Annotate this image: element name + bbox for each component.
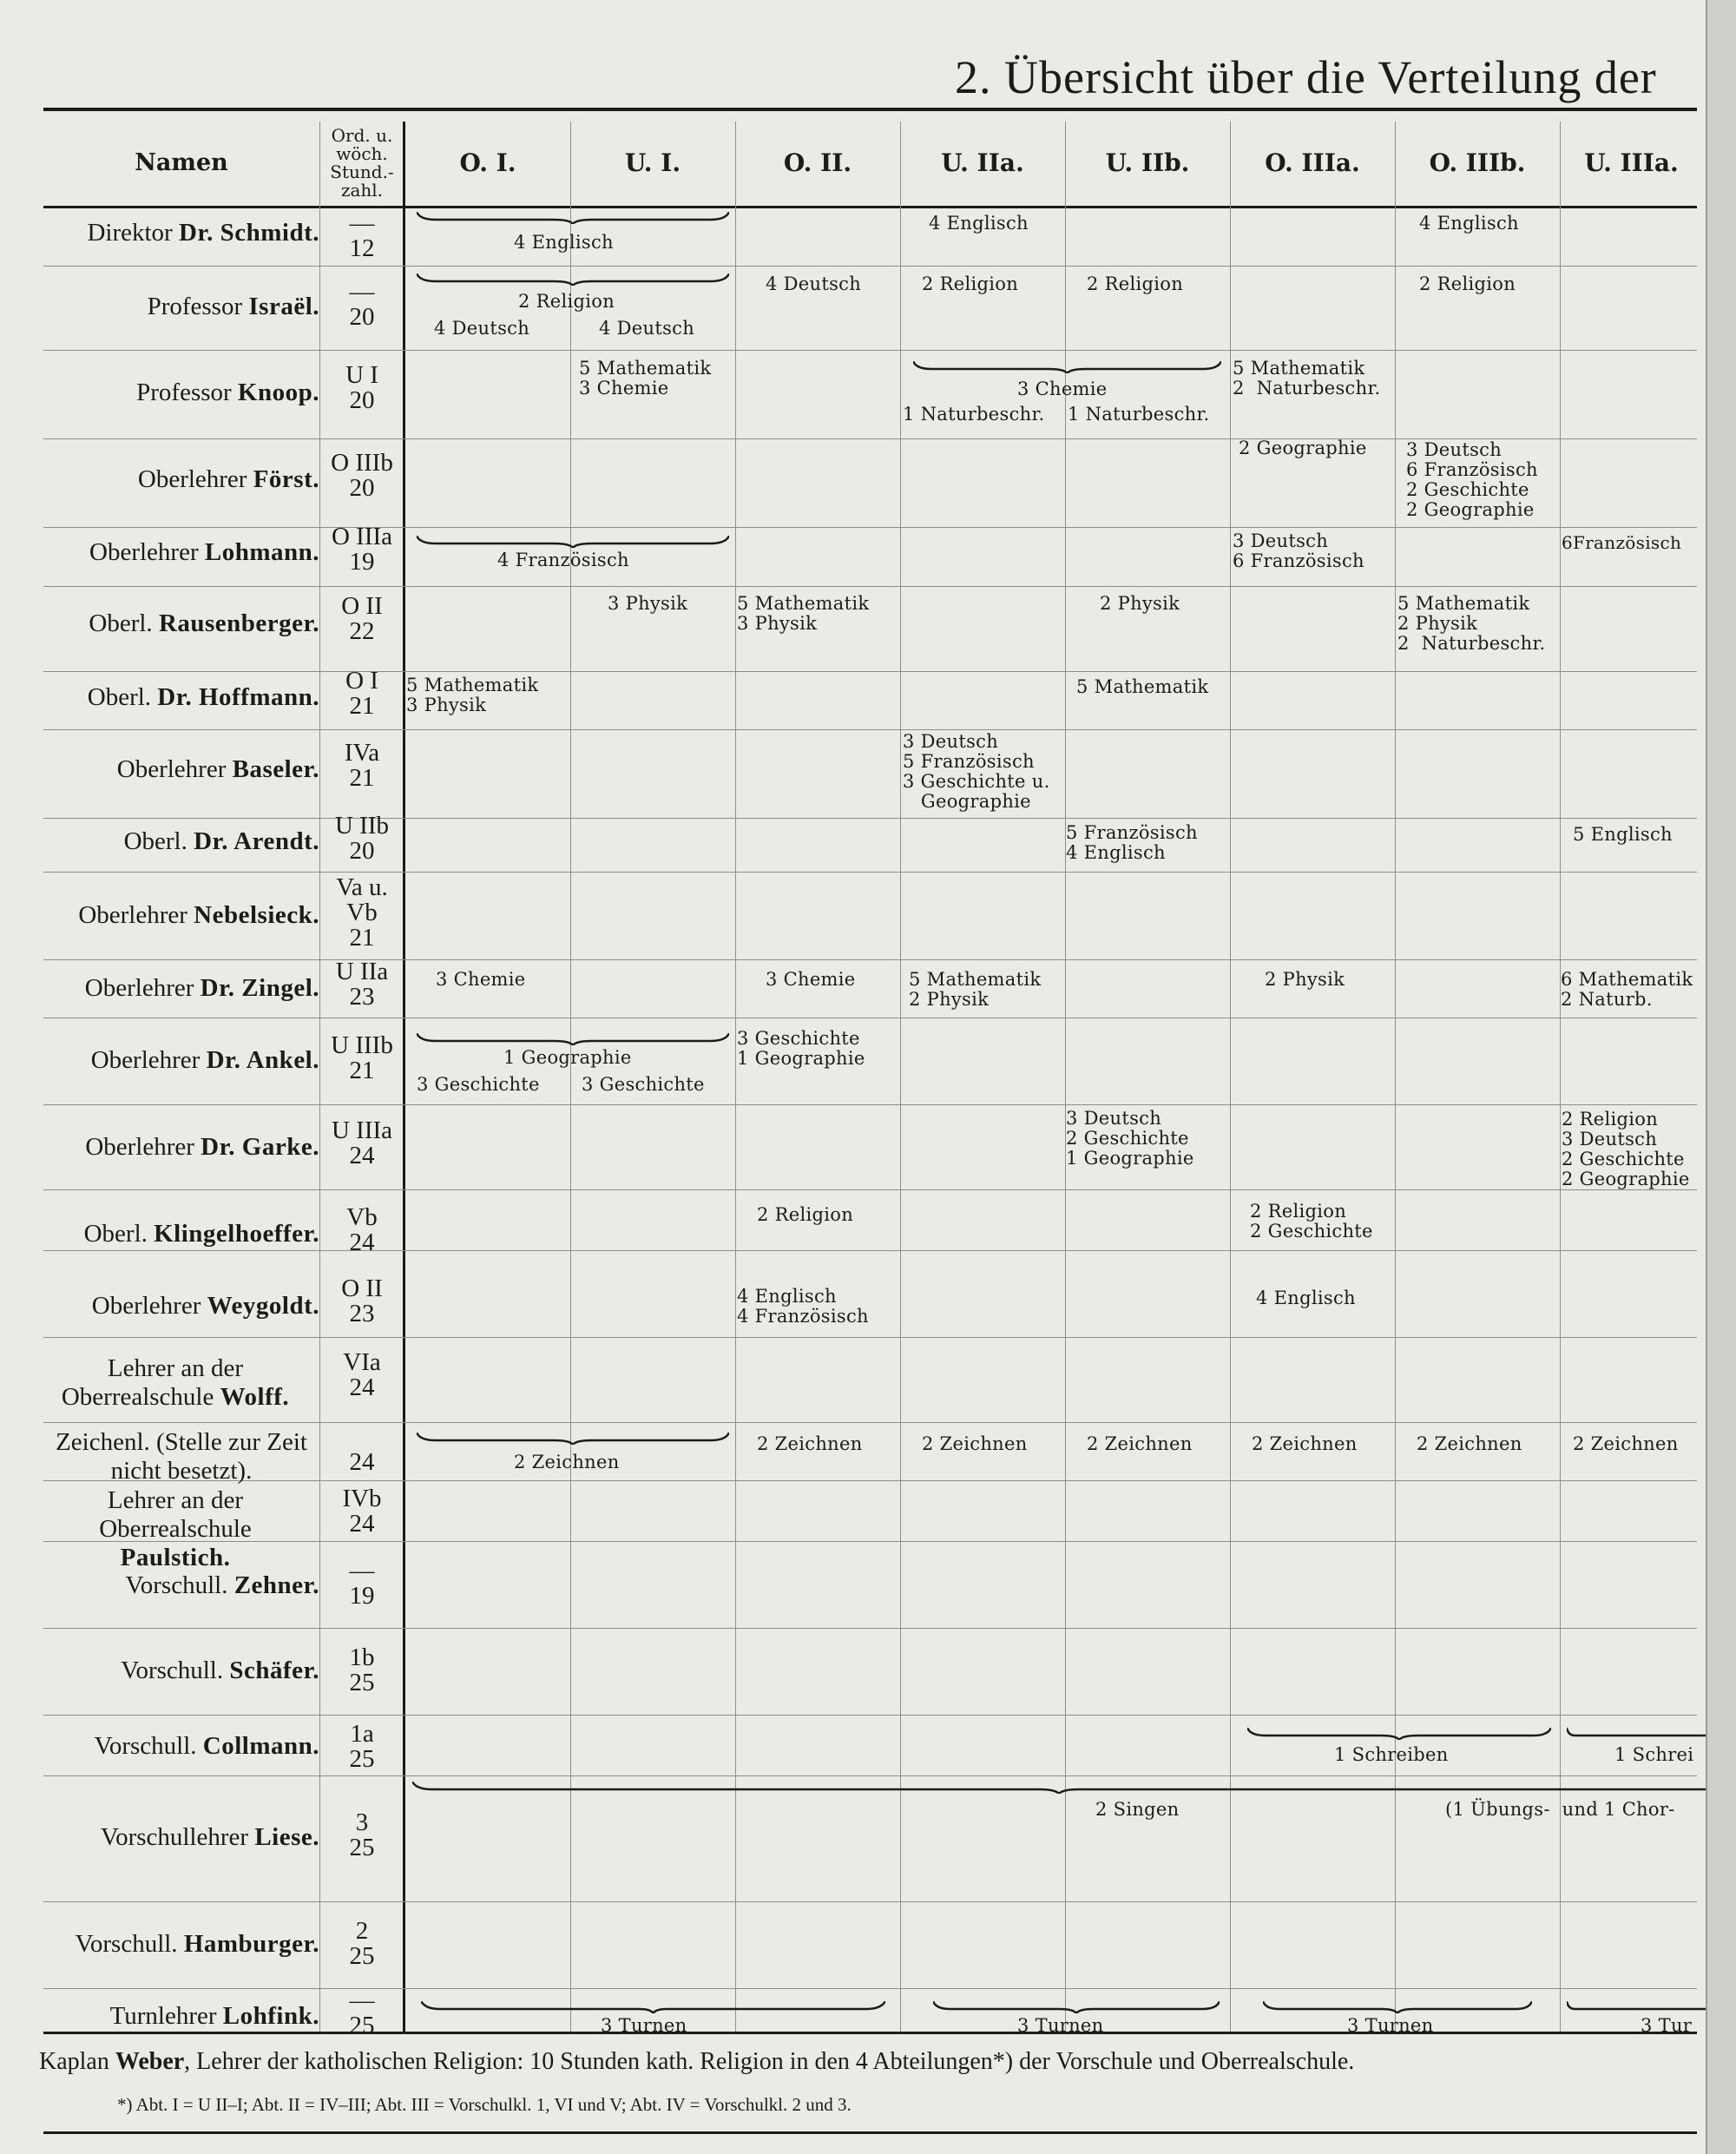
schedule-entry: 3 Deutsch 6 Französisch bbox=[1233, 530, 1364, 571]
teacher-name: Lehrer an der Oberrealschule Paulstich. bbox=[99, 1486, 252, 1571]
teacher-name: Direktor Dr. Schmidt. bbox=[87, 219, 319, 247]
header-hours-line: zahl. bbox=[340, 179, 384, 201]
row-line bbox=[43, 350, 1697, 351]
brace bbox=[1263, 2001, 1532, 2013]
page-bottom-rule bbox=[43, 2131, 1697, 2134]
schedule-entry: 4 Deutsch bbox=[434, 318, 530, 339]
schedule-entry: 2 Singen bbox=[1095, 1799, 1180, 1820]
schedule-entry: 3 Chemie bbox=[436, 969, 526, 990]
schedule-entry: 3 Turnen bbox=[1347, 2015, 1434, 2036]
schedule-entry: 4 Französisch bbox=[497, 550, 629, 570]
schedule-entry: 3 Deutsch 5 Französisch 3 Geschichte u. Geographie bbox=[903, 731, 1050, 812]
teacher-name: Professor Israël. bbox=[147, 293, 319, 320]
schedule-entry: 4 Deutsch bbox=[766, 273, 862, 294]
schedule-entry: 5 Mathematik bbox=[1076, 676, 1209, 697]
teacher-name: Oberl. Dr. Arendt. bbox=[123, 827, 319, 855]
schedule-entry: 3 Physik bbox=[608, 593, 688, 614]
header-class: O. IIIa. bbox=[1265, 148, 1360, 177]
teacher-hours: IVa 21 bbox=[344, 739, 380, 792]
header-class: O. I. bbox=[459, 148, 516, 177]
schedule-entry: 1 Schrei bbox=[1614, 1744, 1694, 1765]
page-edge bbox=[1706, 0, 1736, 2154]
schedule-entry: 1 Schreiben bbox=[1334, 1744, 1449, 1765]
teacher-hours: — 25 bbox=[349, 1986, 375, 2039]
brace bbox=[417, 1433, 729, 1445]
column-line bbox=[1230, 122, 1231, 2032]
header-class: O. IIIb. bbox=[1429, 148, 1526, 177]
schedule-entry: 4 Englisch 4 Französisch bbox=[737, 1286, 869, 1327]
row-line bbox=[43, 527, 1697, 528]
schedule-entry: 6 Mathematik 2 Naturb. bbox=[1561, 969, 1693, 1010]
row-line bbox=[43, 1715, 1697, 1716]
row-line bbox=[43, 959, 1697, 960]
schedule-entry: 2 Physik bbox=[1265, 969, 1345, 990]
teacher-name: Oberlehrer Dr. Zingel. bbox=[84, 974, 319, 1002]
brace bbox=[913, 361, 1221, 373]
teacher-hours: Va u. Vb 21 bbox=[336, 873, 388, 952]
teacher-hours: Vb 24 bbox=[346, 1203, 378, 1256]
schedule-entry: 2 Religion bbox=[757, 1204, 854, 1225]
teacher-name: Oberlehrer Nebelsieck. bbox=[78, 901, 319, 929]
schedule-entry: 3 Deutsch 2 Geschichte 1 Geographie bbox=[1066, 1108, 1194, 1169]
schedule-entry: 5 Mathematik 2 Physik 2 Naturbeschr. bbox=[1397, 593, 1546, 654]
teacher-name: Oberl. Rausenberger. bbox=[89, 609, 319, 637]
schedule-entry: 3 Chemie bbox=[1017, 379, 1108, 399]
row-line bbox=[43, 671, 1697, 672]
schedule-entry: 2 Zeichnen bbox=[514, 1452, 620, 1472]
schedule-entry: 5 Mathematik 2 Naturbeschr. bbox=[1233, 358, 1381, 399]
header-class: U. IIIa. bbox=[1584, 148, 1679, 177]
teacher-name: Oberlehrer Dr. Garke. bbox=[85, 1133, 319, 1161]
header-hours-line: Ord. u. bbox=[331, 124, 393, 146]
row-line bbox=[43, 729, 1697, 730]
column-line bbox=[1560, 122, 1561, 2032]
schedule-entry: 2 Religion bbox=[1087, 273, 1184, 294]
schedule-entry: 2 Religion bbox=[518, 291, 615, 312]
header-class: U. I. bbox=[624, 148, 681, 177]
schedule-entry: 2 Zeichnen bbox=[757, 1433, 863, 1454]
brace bbox=[412, 1782, 1706, 1794]
header-class: O. II. bbox=[783, 148, 852, 177]
schedule-entry: 2 Religion bbox=[922, 273, 1019, 294]
teacher-name: Oberlehrer Baseler. bbox=[116, 755, 319, 783]
teacher-name: Professor Knoop. bbox=[136, 379, 319, 406]
schedule-entry: (1 Übungs- und 1 Chor- bbox=[1445, 1799, 1675, 1820]
schedule-entry: 2 Religion 2 Geschichte bbox=[1250, 1201, 1373, 1242]
teacher-hours: IVb 24 bbox=[342, 1485, 382, 1538]
schedule-entry: 2 Physik bbox=[1100, 593, 1180, 614]
teacher-hours: — 20 bbox=[349, 278, 375, 331]
teacher-name: Vorschull. Schäfer. bbox=[121, 1657, 319, 1684]
teacher-hours: O II 22 bbox=[341, 592, 383, 645]
brace bbox=[1567, 1728, 1706, 1740]
teacher-name: Lehrer an der Oberrealschule Wolff. bbox=[61, 1354, 290, 1411]
row-line bbox=[43, 1250, 1697, 1251]
schedule-entry: 2 Zeichnen bbox=[1087, 1433, 1193, 1454]
teacher-hours: 1b 25 bbox=[349, 1643, 375, 1696]
brace bbox=[1567, 2001, 1706, 2013]
schedule-entry: 2 Zeichnen bbox=[922, 1433, 1028, 1454]
header-hours-line: wöch. bbox=[336, 142, 388, 164]
footer-note: Kaplan Weber, Lehrer der katholischen Religion: 10 Stunden kath. Religion in den 4 Abteilungen*) der Vorschule und Oberrealschule. bbox=[39, 2048, 1355, 2075]
row-line bbox=[43, 1104, 1697, 1105]
column-line bbox=[735, 122, 736, 2032]
header-class: U. IIa. bbox=[941, 148, 1024, 177]
column-line bbox=[1065, 122, 1066, 2032]
teacher-hours: 1a 25 bbox=[349, 1720, 375, 1773]
schedule-entry: 3 Turnen bbox=[601, 2015, 687, 2036]
page-title: 2. Übersicht über die Verteilung der bbox=[955, 51, 1657, 103]
teacher-hours: 2 25 bbox=[349, 1917, 375, 1970]
row-line bbox=[43, 586, 1697, 587]
teacher-name: Vorschullehrer Liese. bbox=[100, 1823, 319, 1851]
schedule-entry: 1 Geographie bbox=[503, 1047, 632, 1068]
teacher-hours: U I 20 bbox=[345, 361, 378, 414]
teacher-name: Turnlehrer Lohfink. bbox=[109, 2002, 319, 2030]
teacher-hours: U IIb 20 bbox=[334, 812, 389, 865]
teacher-name: Oberlehrer Dr. Ankel. bbox=[90, 1046, 319, 1074]
teacher-hours: — 12 bbox=[349, 209, 375, 262]
brace bbox=[1247, 1728, 1551, 1740]
schedule-entry: 5 Mathematik 3 Physik bbox=[406, 675, 539, 715]
column-line bbox=[570, 122, 571, 2032]
teacher-name: Zeichenl. (Stelle zur Zeit nicht besetzt). bbox=[56, 1428, 307, 1485]
teacher-name: Vorschull. Zehner. bbox=[125, 1571, 319, 1599]
teacher-hours: U IIa 23 bbox=[335, 958, 389, 1011]
row-line bbox=[43, 1337, 1697, 1338]
schedule-entry: 3 Chemie bbox=[766, 969, 856, 990]
schedule-entry: 5 Mathematik 3 Chemie bbox=[579, 358, 712, 399]
schedule-entry: 6Französisch bbox=[1562, 532, 1682, 553]
teacher-hours: VIa 24 bbox=[343, 1348, 381, 1401]
schedule-entry: 2 Zeichnen bbox=[1252, 1433, 1358, 1454]
teacher-name: Oberl. Dr. Hoffmann. bbox=[87, 683, 319, 711]
bottom-rule bbox=[43, 2032, 1697, 2034]
teacher-name: Vorschull. Collmann. bbox=[94, 1732, 319, 1760]
schedule-entry: 4 Englisch bbox=[1419, 213, 1519, 234]
teacher-name: Oberlehrer Lohmann. bbox=[89, 538, 319, 566]
column-line bbox=[900, 122, 901, 2032]
schedule-entry: 3 Geschichte bbox=[417, 1074, 540, 1095]
header-hours bbox=[319, 122, 404, 204]
teacher-hours: O I 21 bbox=[345, 667, 378, 720]
schedule-entry: 4 Englisch bbox=[514, 232, 614, 253]
teacher-hours: O II 23 bbox=[341, 1275, 383, 1327]
brace bbox=[417, 536, 729, 548]
schedule-entry: 2 Geographie bbox=[1239, 438, 1367, 458]
teacher-hours: 3 25 bbox=[349, 1808, 375, 1861]
header-rule bbox=[43, 206, 1697, 208]
brace bbox=[417, 212, 729, 224]
schedule-entry: 1 Naturbeschr. bbox=[1068, 404, 1210, 425]
schedule-entry: 3 Deutsch 6 Französisch 2 Geschichte 2 Geographie bbox=[1406, 439, 1538, 520]
header-hours-line: Stund.- bbox=[330, 161, 394, 182]
schedule-entry: 3 Geschichte bbox=[582, 1074, 705, 1095]
schedule-entry: 2 Zeichnen bbox=[1417, 1433, 1522, 1454]
schedule-entry: 4 Englisch bbox=[929, 213, 1029, 234]
schedule-entry: 2 Religion bbox=[1419, 273, 1516, 294]
brace bbox=[417, 1033, 729, 1045]
row-line bbox=[43, 1628, 1697, 1629]
row-line bbox=[43, 1988, 1697, 1989]
schedule-entry: 1 Naturbeschr. bbox=[903, 404, 1045, 425]
schedule-entry: 3 Turnen bbox=[1017, 2015, 1104, 2036]
teacher-name: Oberlehrer Weygoldt. bbox=[91, 1292, 319, 1320]
teacher-name: Oberl. Klingelhoeffer. bbox=[83, 1220, 319, 1248]
header-names: Namen bbox=[135, 149, 228, 176]
schedule-entry: 5 Mathematik 3 Physik bbox=[737, 593, 870, 634]
schedule-entry: 5 Englisch bbox=[1573, 824, 1673, 845]
teacher-hours: U IIIb 21 bbox=[331, 1031, 393, 1084]
schedule-entry: 3 Tur bbox=[1641, 2015, 1693, 2036]
brace bbox=[933, 2001, 1220, 2013]
teacher-name: Oberlehrer Först. bbox=[137, 465, 319, 493]
schedule-entry: 2 Zeichnen bbox=[1573, 1433, 1679, 1454]
schedule-entry: 4 Englisch bbox=[1256, 1288, 1356, 1308]
schedule-entry: 3 Geschichte 1 Geographie bbox=[737, 1028, 865, 1069]
teacher-hours: O IIIa 19 bbox=[331, 523, 393, 576]
row-line bbox=[43, 818, 1697, 819]
schedule-entry: 5 Mathematik 2 Physik bbox=[909, 969, 1042, 1010]
schedule-entry: 2 Religion 3 Deutsch 2 Geschichte 2 Geographie bbox=[1562, 1109, 1690, 1189]
schedule-entry: 4 Deutsch bbox=[599, 318, 695, 339]
row-line bbox=[43, 1775, 1697, 1776]
top-rule bbox=[43, 108, 1697, 111]
row-line bbox=[43, 1189, 1697, 1190]
teacher-hours: U IIIa 24 bbox=[331, 1117, 393, 1169]
row-line bbox=[43, 872, 1697, 873]
brace bbox=[417, 273, 729, 286]
schedule-entry: 5 Französisch 4 Englisch bbox=[1066, 822, 1198, 863]
teacher-name: Vorschull. Hamburger. bbox=[75, 1930, 319, 1958]
teacher-hours: — 19 bbox=[349, 1557, 375, 1610]
teacher-hours: 24 bbox=[349, 1448, 375, 1476]
row-line bbox=[43, 1901, 1697, 1902]
footnote: *) Abt. I = U II–I; Abt. II = IV–III; Abt. III = Vorschulkl. 1, VI und V; Abt. IV = Vorschulkl. 2 und 3. bbox=[117, 2094, 852, 2115]
teacher-hours: O IIIb 20 bbox=[331, 449, 393, 502]
header-class: U. IIb. bbox=[1105, 148, 1190, 177]
brace bbox=[421, 2001, 885, 2013]
row-line bbox=[43, 1422, 1697, 1423]
row-line bbox=[43, 266, 1697, 267]
